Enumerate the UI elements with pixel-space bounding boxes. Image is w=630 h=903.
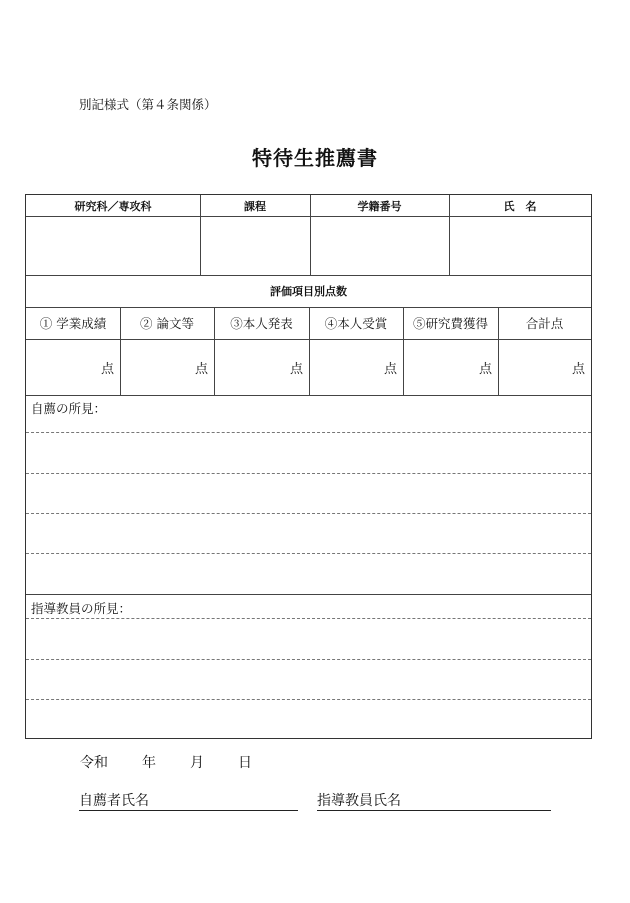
date-year: 年 [142,755,156,771]
form-note: 別記様式（第４条関係） [79,97,217,112]
score-header-awards: ④本人受賞 [324,316,388,331]
date-day: 日 [238,755,252,771]
header-student-id: 学籍番号 [357,199,402,213]
score-header-research-funding: ⑤研究費獲得 [412,316,488,331]
writing-line [26,618,591,619]
writing-line [26,473,591,474]
advisor-opinion-label: 指導教員の所見： [31,601,132,616]
department-field[interactable] [26,216,200,275]
course-field[interactable] [200,216,310,275]
score-academic-field[interactable]: 点 [100,361,114,377]
self-signature-label: 自薦者氏名 [79,793,149,809]
advisor-signature-label: 指導教員氏名 [317,793,401,809]
date-era: 令和 [80,755,108,771]
score-awards-field[interactable]: 点 [383,361,397,377]
self-opinion-label: 自薦の所見： [31,401,107,416]
writing-line [26,659,591,660]
date-month: 月 [190,755,204,771]
document-title: 特待生推薦書 [252,146,378,170]
advisor-signature-line[interactable] [317,792,551,811]
header-department: 研究科／専攻科 [74,199,152,213]
score-section-title: 評価項目別点数 [270,285,347,298]
score-header-academic: ① 学業成績 [39,316,107,331]
writing-line [26,553,591,554]
score-header-papers: ② 論文等 [140,316,194,331]
student-id-field[interactable] [310,216,449,275]
writing-line [26,432,591,433]
score-total-field[interactable]: 点 [571,361,585,377]
header-course: 課程 [244,199,266,213]
recommendation-table [25,194,592,739]
writing-line [26,699,591,700]
table-rule [26,594,591,595]
score-papers-field[interactable]: 点 [194,361,208,377]
header-name: 氏 名 [503,199,537,213]
score-header-presentation: ③本人発表 [230,316,293,331]
name-field[interactable] [449,216,591,275]
writing-line [26,513,591,514]
date-line [80,752,252,772]
score-research-funding-field[interactable]: 点 [478,361,492,377]
score-presentation-field[interactable]: 点 [289,361,303,377]
table-rule [26,395,591,396]
score-header-total: 合計点 [525,316,564,331]
self-signature-line[interactable] [79,792,298,811]
